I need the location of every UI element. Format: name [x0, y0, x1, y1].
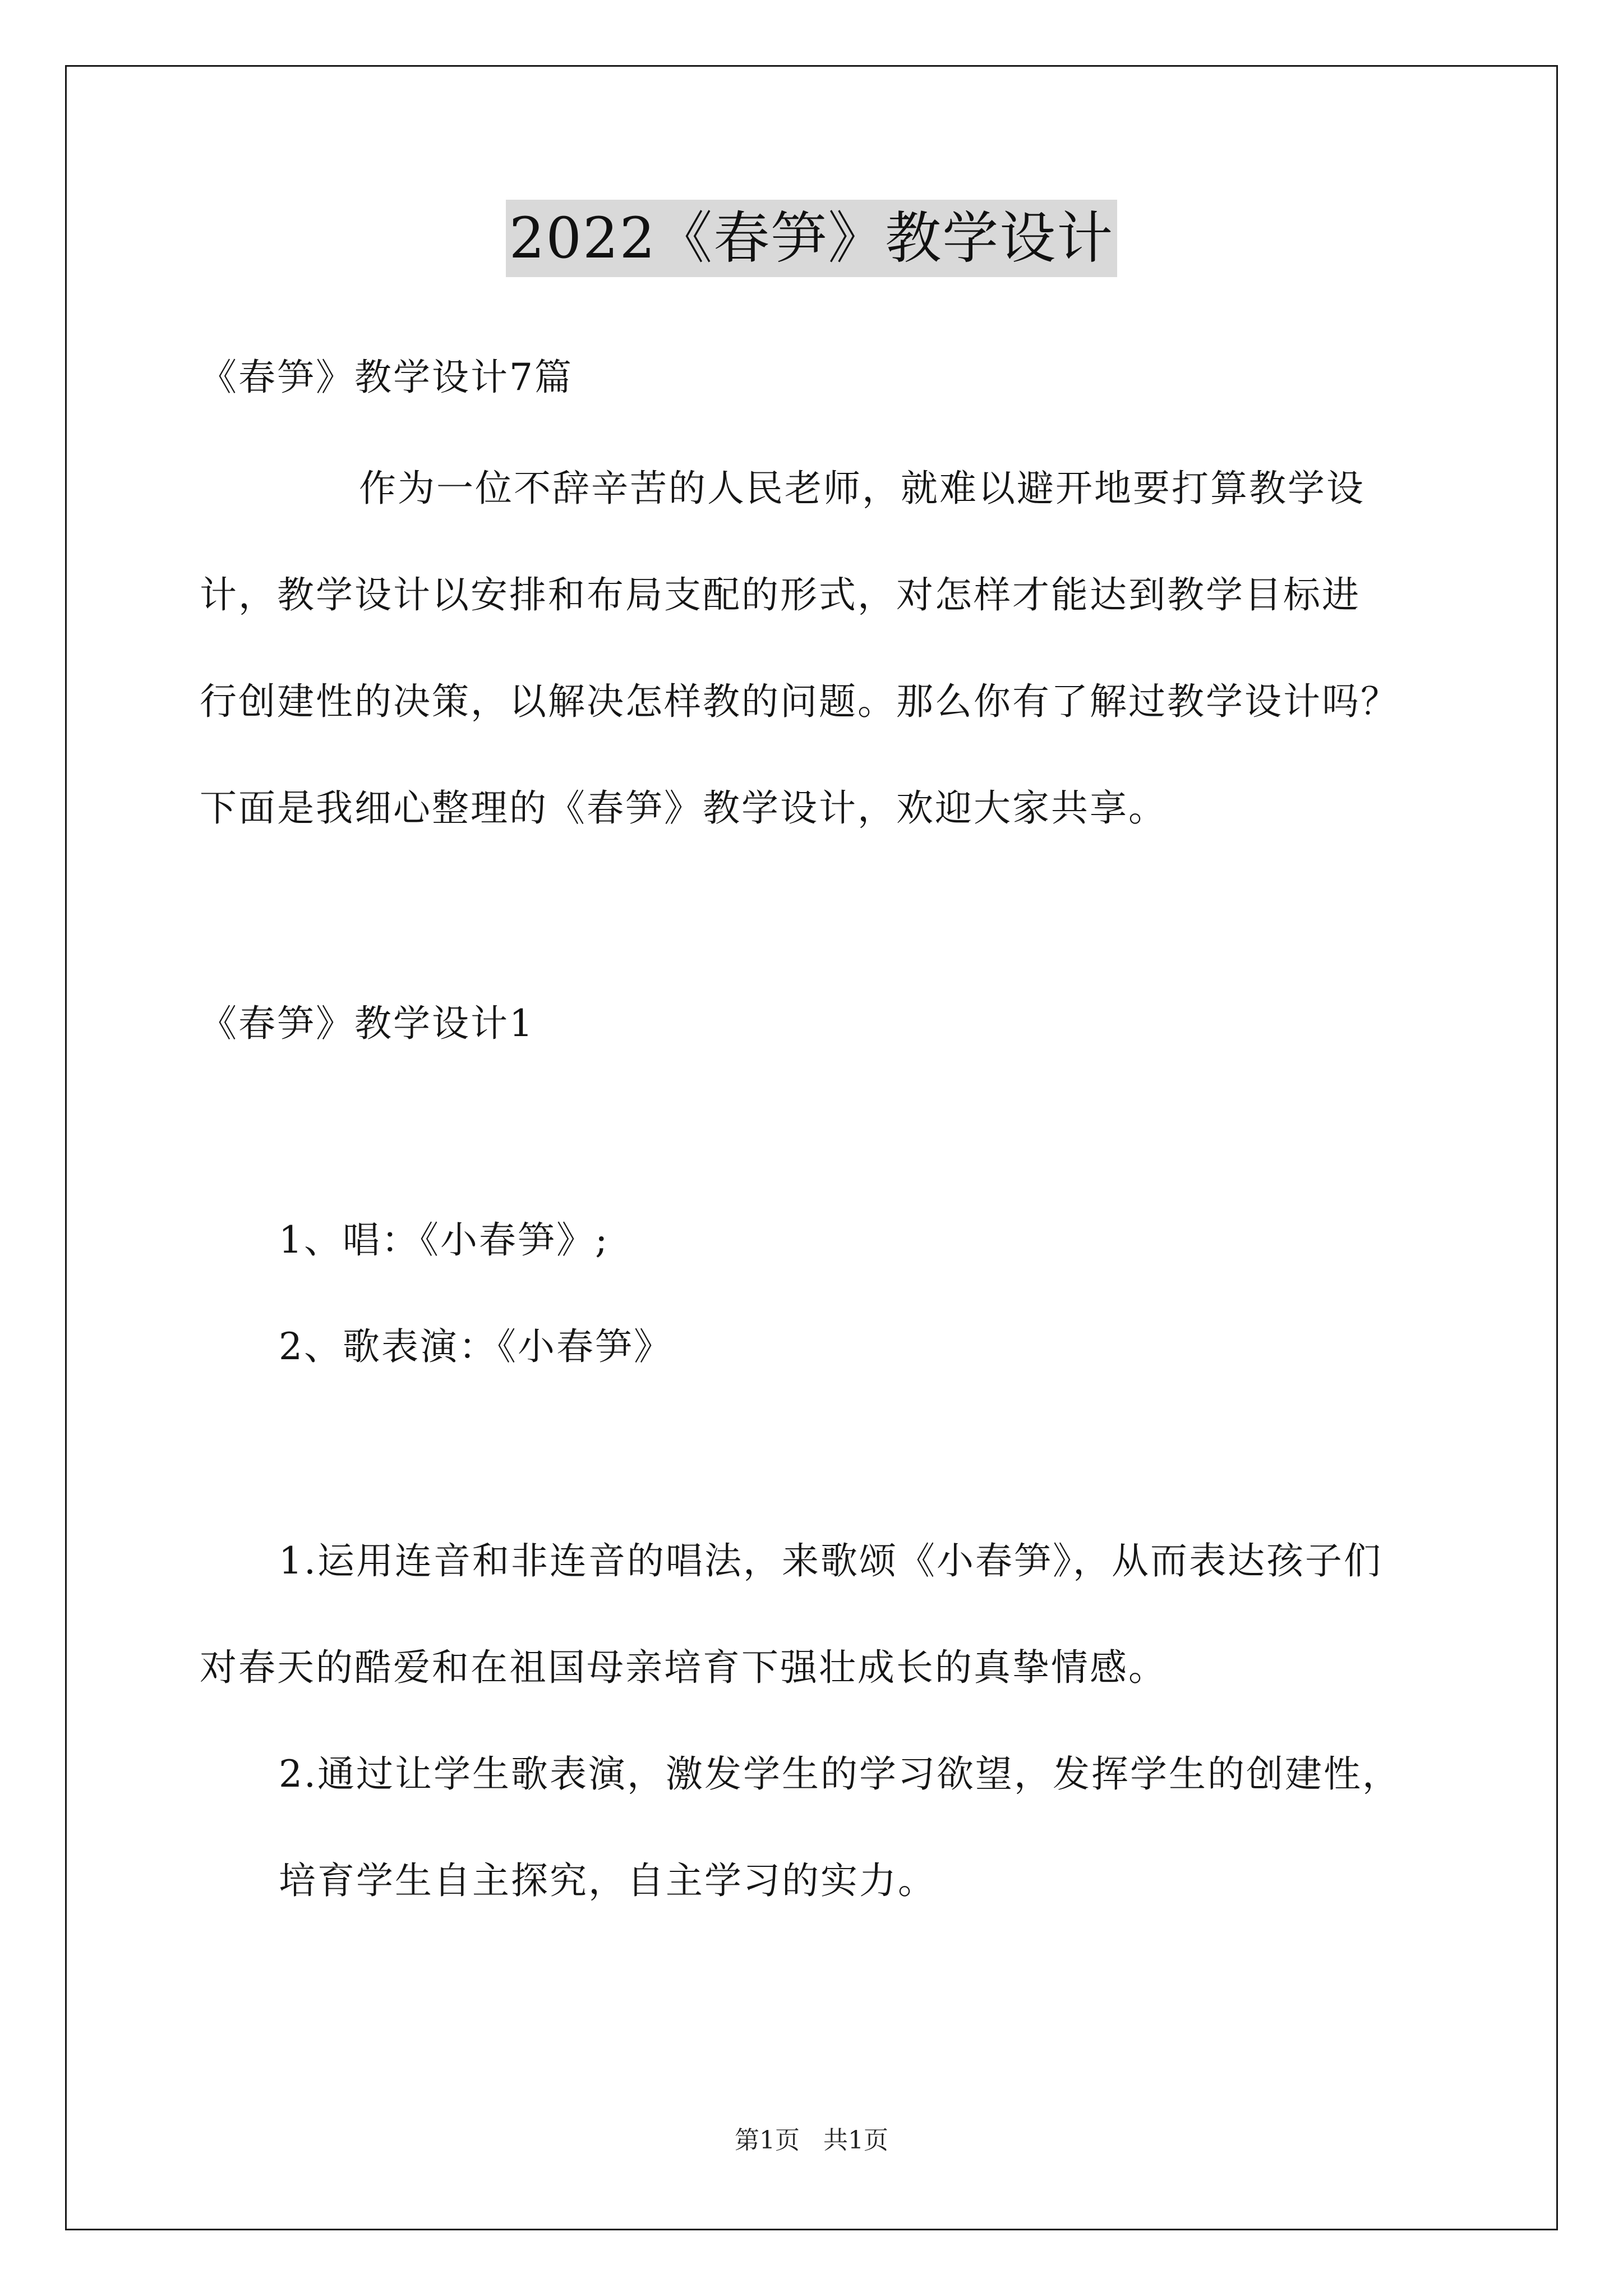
page-footer: 第1页 共1页: [735, 2126, 888, 2155]
activity-item-2: 2、歌表演：《小春笋》: [279, 1325, 672, 1368]
goal-line-3: 2.通过让学生歌表演，激发学生的学习欲望，发挥学生的创建性，: [279, 1752, 1401, 1796]
title-wrap: [0, 200, 1623, 277]
intro-line-3: 行创建性的决策，以解决怎样教的问题。那么你有了解过教学设计吗？: [200, 680, 1399, 723]
document-subtitle: 《春笋》教学设计7篇: [200, 356, 573, 399]
activity-item-1: 1、唱：《小春笋》;: [279, 1218, 610, 1262]
goal-line-4: 培育学生自主探究，自主学习的实力。: [279, 1859, 937, 1902]
intro-line-2: 计，教学设计以安排和布局支配的形式，对怎样才能达到教学目标进: [200, 573, 1361, 616]
goal-line-1: 1.运用连音和非连音的唱法，来歌颂《小春笋》，从而表达孩子们: [279, 1539, 1382, 1582]
intro-line-4: 下面是我细心整理的《春笋》教学设计，欢迎大家共享。: [200, 786, 1167, 830]
page-title: 2022《春笋》教学设计: [506, 200, 1118, 277]
section1-heading: 《春笋》教学设计1: [200, 1002, 534, 1045]
intro-line-1: 作为一位不辞辛苦的人民老师，就难以避开地要打算教学设: [359, 467, 1365, 510]
goal-line-2: 对春天的酷爱和在祖国母亲培育下强壮成长的真挚情感。: [200, 1646, 1167, 1689]
